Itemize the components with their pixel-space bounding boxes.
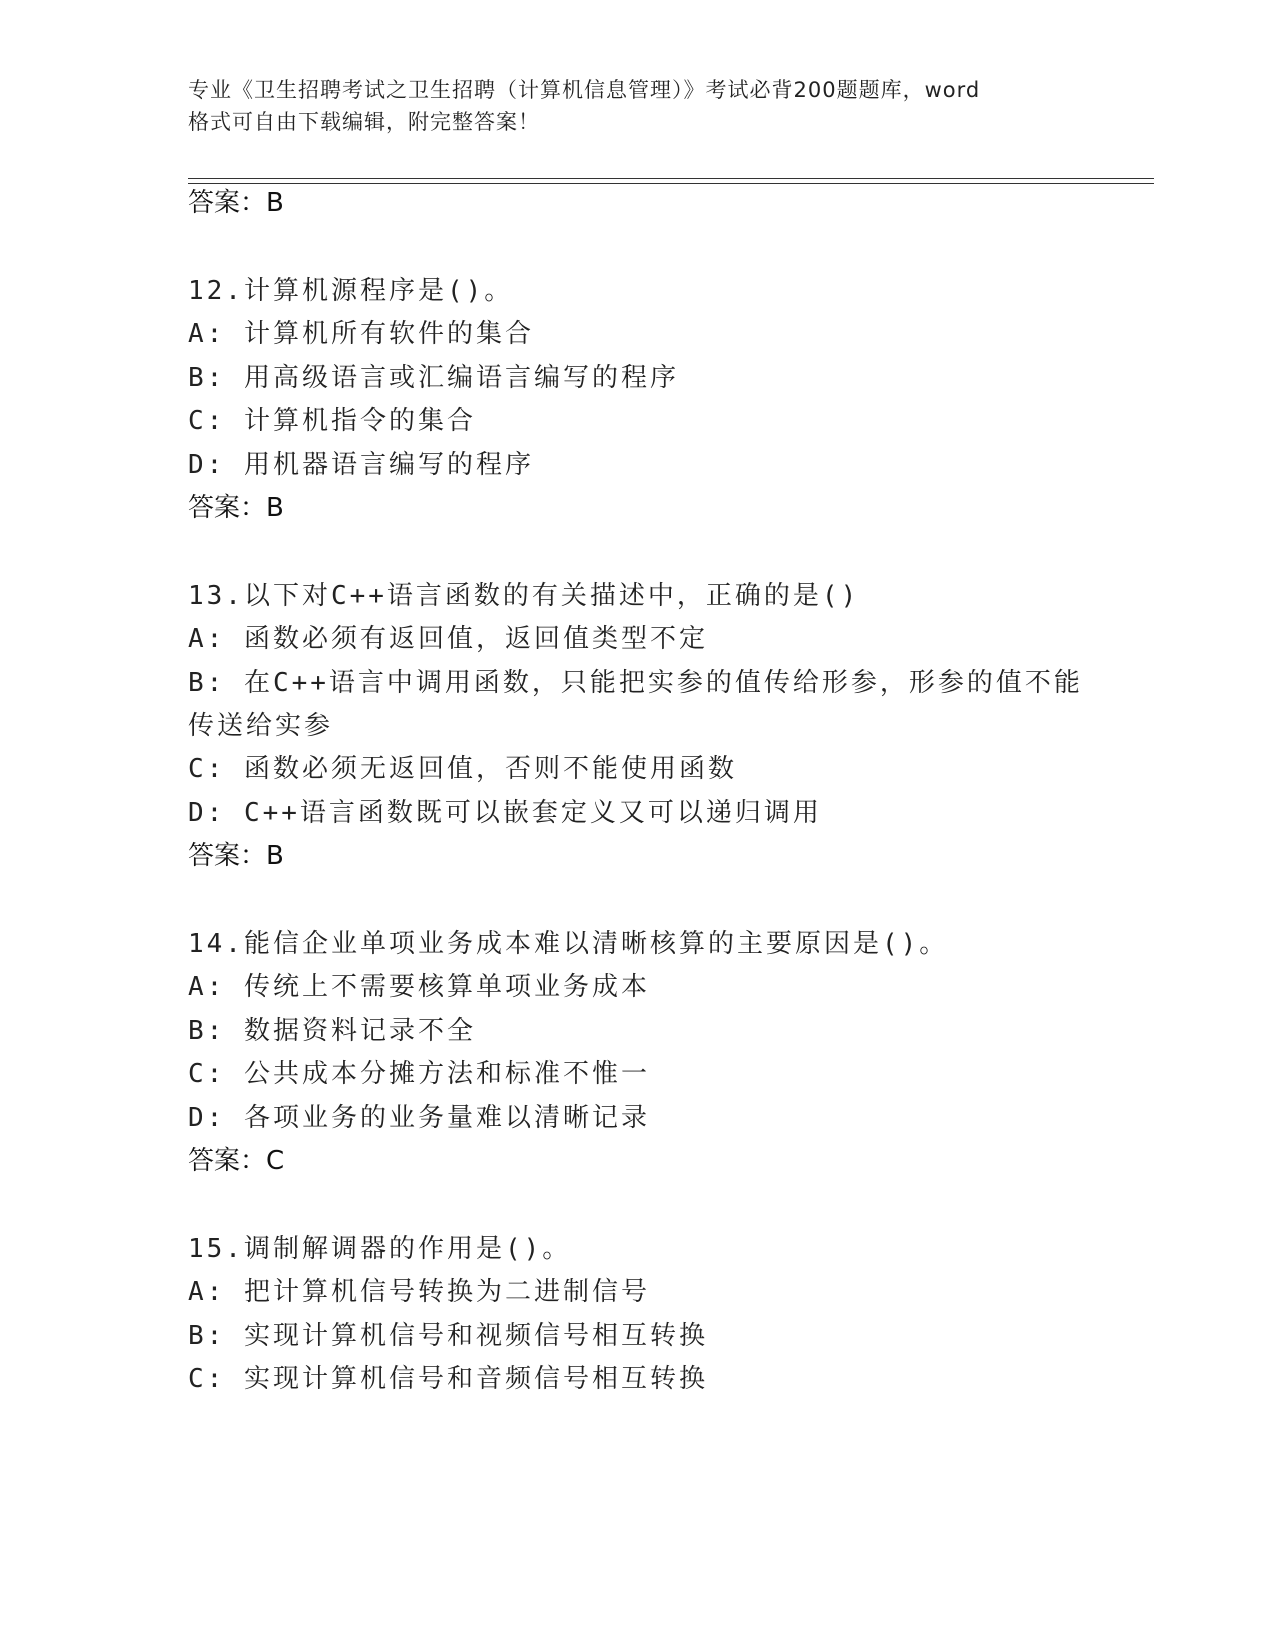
question-15-stem: 15.调制解调器的作用是()。 bbox=[188, 1234, 572, 1264]
question-12-option-b: B: 用高级语言或汇编语言编写的程序 bbox=[188, 363, 679, 393]
question-13-option-a: A: 函数必须有返回值，返回值类型不定 bbox=[188, 624, 708, 654]
question-13-stem: 13.以下对C++语言函数的有关描述中，正确的是() bbox=[188, 581, 860, 611]
header-line-1: 专业《卫生招聘考试之卫生招聘（计算机信息管理）》考试必背200题题库，word bbox=[188, 78, 981, 102]
header-divider-bottom bbox=[188, 183, 1154, 184]
question-14-option-c: C: 公共成本分摊方法和标准不惟一 bbox=[188, 1059, 650, 1089]
document-header bbox=[188, 74, 1088, 138]
question-15-option-a: A: 把计算机信号转换为二进制信号 bbox=[188, 1277, 650, 1307]
question-14-answer: 答案：C bbox=[188, 1146, 285, 1176]
question-14-option-d: D: 各项业务的业务量难以清晰记录 bbox=[188, 1103, 650, 1133]
question-14-stem: 14.能信企业单项业务成本难以清晰核算的主要原因是()。 bbox=[188, 929, 949, 959]
previous-answer: 答案：B bbox=[188, 188, 284, 218]
header-divider-top bbox=[188, 178, 1154, 179]
question-13-option-c: C: 函数必须无返回值，否则不能使用函数 bbox=[188, 754, 737, 784]
header-line-2: 格式可自由下载编辑，附完整答案！ bbox=[188, 110, 540, 134]
question-12-answer: 答案：B bbox=[188, 493, 284, 523]
question-14-option-a: A: 传统上不需要核算单项业务成本 bbox=[188, 972, 650, 1002]
question-13-answer: 答案：B bbox=[188, 841, 284, 871]
question-13-option-b-line-2: 传送给实参 bbox=[188, 711, 334, 741]
question-12-stem: 12.计算机源程序是()。 bbox=[188, 276, 514, 306]
question-12-option-c: C: 计算机指令的集合 bbox=[188, 406, 476, 436]
question-12-option-d: D: 用机器语言编写的程序 bbox=[188, 450, 534, 480]
question-12-option-a: A: 计算机所有软件的集合 bbox=[188, 319, 534, 349]
question-15-option-c: C: 实现计算机信号和音频信号相互转换 bbox=[188, 1364, 708, 1394]
question-13-option-d: D: C++语言函数既可以嵌套定义又可以递归调用 bbox=[188, 798, 822, 828]
question-13-option-b-line-1: B: 在C++语言中调用函数，只能把实参的值传给形参，形参的值不能 bbox=[188, 668, 1083, 698]
question-15-option-b: B: 实现计算机信号和视频信号相互转换 bbox=[188, 1321, 708, 1351]
question-14-option-b: B: 数据资料记录不全 bbox=[188, 1016, 476, 1046]
